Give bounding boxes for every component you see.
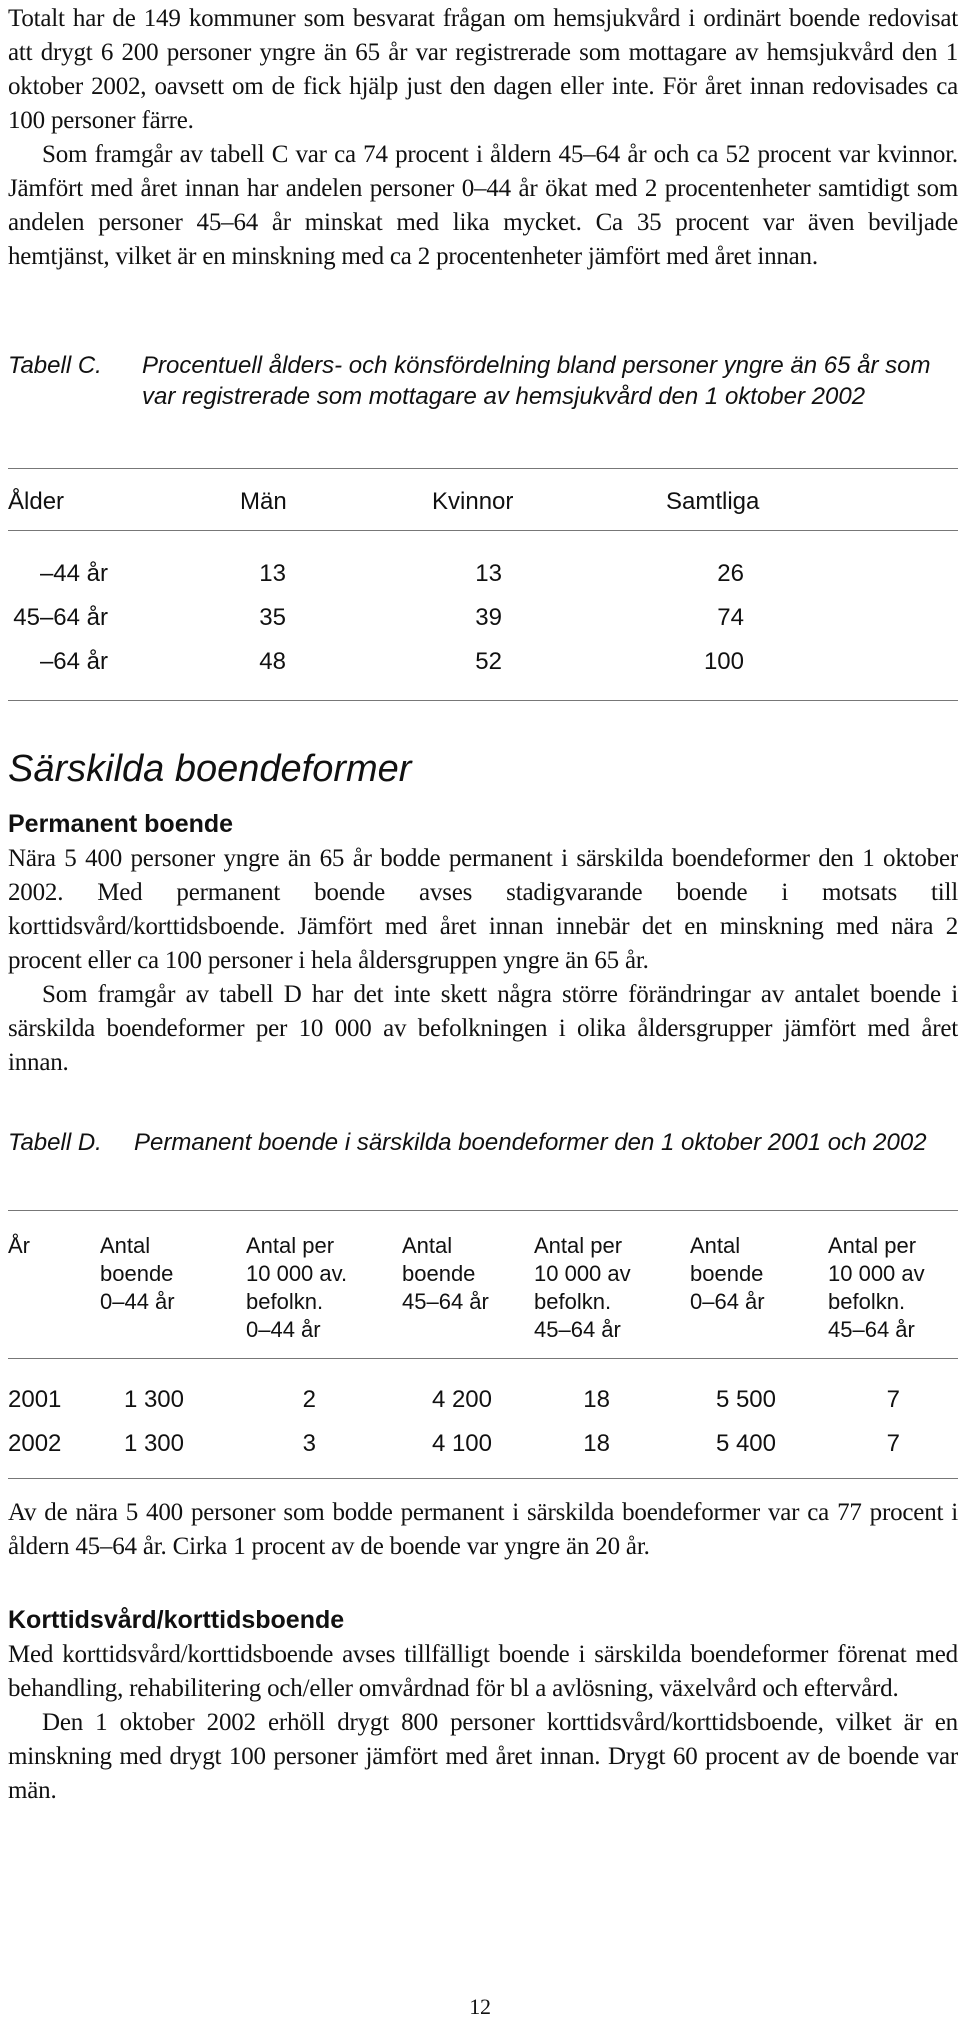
table-d-header-year: År <box>8 1233 30 1258</box>
table-row: 45–64 år <box>13 604 108 631</box>
table-c-caption-text: Procentuell ålders- och könsfördelning bland personer yngre än 65 år som var registrerade som mottagare av hemsjukvård den 1 oktober 2002 <box>142 352 931 410</box>
page-number: 12 <box>469 1994 491 2019</box>
korttidsvard-text <box>8 1638 958 1808</box>
table-cell: 7 <box>886 1430 900 1457</box>
table-cell: 1 300 <box>123 1430 184 1457</box>
korttidsvard-heading: Korttidsvård/korttidsboende <box>8 1606 345 1634</box>
permanent-boende-heading: Permanent boende <box>8 810 234 838</box>
table-cell: 5 400 <box>715 1430 776 1457</box>
table-d-header-col5: Antal boende 0–64 år <box>690 1233 765 1314</box>
table-cell: 13 <box>475 560 502 587</box>
table-d-header-col6: Antal per 10 000 av befolkn. 45–64 år <box>828 1233 925 1342</box>
table-d-header-col2: Antal per 10 000 av. befolkn. 0–44 år <box>246 1233 348 1342</box>
table-cell: 4 100 <box>431 1430 492 1457</box>
table-c-bottom-rule <box>8 700 958 701</box>
table-row: 2001 <box>8 1386 62 1413</box>
table-d-top-rule <box>8 1210 958 1211</box>
table-c-top-rule <box>8 468 958 469</box>
table-cell: 35 <box>259 604 286 631</box>
table-cell: 18 <box>583 1386 610 1413</box>
table-cell: 74 <box>717 604 744 631</box>
table-cell: 13 <box>259 560 286 587</box>
table-row: –44 år <box>39 560 108 587</box>
table-cell: 52 <box>475 648 502 675</box>
table-cell: 3 <box>302 1430 316 1457</box>
table-c-label: Tabell C. <box>8 352 102 379</box>
table-cell: 18 <box>583 1430 610 1457</box>
table-cell: 26 <box>717 560 744 587</box>
table-d-header-col1: Antal boende 0–44 år <box>100 1233 175 1314</box>
table-d-caption-text: Permanent boende i särskilda boendeformer den 1 oktober 2001 och 2002 <box>134 1129 927 1156</box>
table-cell: 100 <box>703 648 744 675</box>
table-row: 2002 <box>8 1430 62 1457</box>
table-d-header-col3: Antal boende 45–64 år <box>402 1233 489 1314</box>
korttidsvard-paragraph-2: Den 1 oktober 2002 erhöll drygt 800 personer korttidsvård/korttidsboende, vilket är en minskning med drygt 100 personer jämfört med året innan. Drygt 60 procent av de boende var män. <box>8 1709 958 1804</box>
table-cell: 2 <box>302 1386 316 1413</box>
table-d-label: Tabell D. <box>8 1129 102 1156</box>
intro-paragraph-1: Totalt har de 149 kommuner som besvarat frågan om hemsjukvård i ordinärt boende redovisat att drygt 6 200 personer yngre än 65 år var registrerade som mottagare av hemsjukvård den 1 oktober 2002, oavsett om de fick hjälp just den dagen eller inte. För året innan redovisades ca 100 personer färre. <box>8 5 958 134</box>
korttidsvard-paragraph-1: Med korttidsvård/korttidsboende avses tillfälligt boende i särskilda boendeformer förenat med behandling, rehabilitering och/eller omvårdnad för bl a avlösning, växelvård och eftervård. <box>8 1641 958 1702</box>
table-c-header-age: Ålder <box>8 488 65 515</box>
table-d-bottom-rule <box>8 1478 958 1479</box>
table-cell: 1 300 <box>123 1386 184 1413</box>
table-c-header-women: Kvinnor <box>432 488 514 515</box>
permanent-boende-paragraph-1: Nära 5 400 personer yngre än 65 år bodde permanent i särskilda boendeformer den 1 oktober 2002. Med permanent boende avses stadigvarande boende i motsats till korttidsvård/korttidsboende. Jämfört med året innan innebär det en minskning med nära 2 procent eller ca 100 personer i hela åldersgruppen yngre än 65 år. <box>8 845 958 974</box>
table-c-header-men: Män <box>240 488 287 515</box>
table-cell: 5 500 <box>715 1386 776 1413</box>
table-c-header-rule <box>8 530 958 531</box>
table-d-header-rule <box>8 1358 958 1359</box>
table-cell: 4 200 <box>431 1386 492 1413</box>
table-c-header-total: Samtliga <box>666 488 760 515</box>
permanent-boende-text <box>8 842 958 1080</box>
after-table-d-text <box>8 1496 958 1564</box>
table-cell: 7 <box>886 1386 900 1413</box>
intro-paragraph-2: Som framgår av tabell C var ca 74 procent i åldern 45–64 år och ca 52 procent var kvinnor. Jämfört med året innan har andelen personer 0–44 år ökat med 2 procentenheter samtidigt som andelen personer 45–64 år minskat med lika mycket. Ca 35 procent var även beviljade hemtjänst, vilket är en minskning med ca 2 procentenheter jämfört med året innan. <box>8 141 958 270</box>
intro-text <box>8 2 958 274</box>
table-d-header-col4: Antal per 10 000 av befolkn. 45–64 år <box>534 1233 631 1342</box>
table-row: –64 år <box>39 648 108 675</box>
after-table-d-paragraph: Av de nära 5 400 personer som bodde permanent i särskilda boendeformer var ca 77 procent i åldern 45–64 år. Cirka 1 procent av de boende var yngre än 20 år. <box>8 1499 958 1560</box>
table-cell: 39 <box>475 604 502 631</box>
section-title: Särskilda boendeformer <box>8 748 412 790</box>
table-cell: 48 <box>259 648 286 675</box>
permanent-boende-paragraph-2: Som framgår av tabell D har det inte skett några större förändringar av antalet boende i särskilda boendeformer per 10 000 av befolkningen i olika åldersgrupper jämfört med året innan. <box>8 981 958 1076</box>
